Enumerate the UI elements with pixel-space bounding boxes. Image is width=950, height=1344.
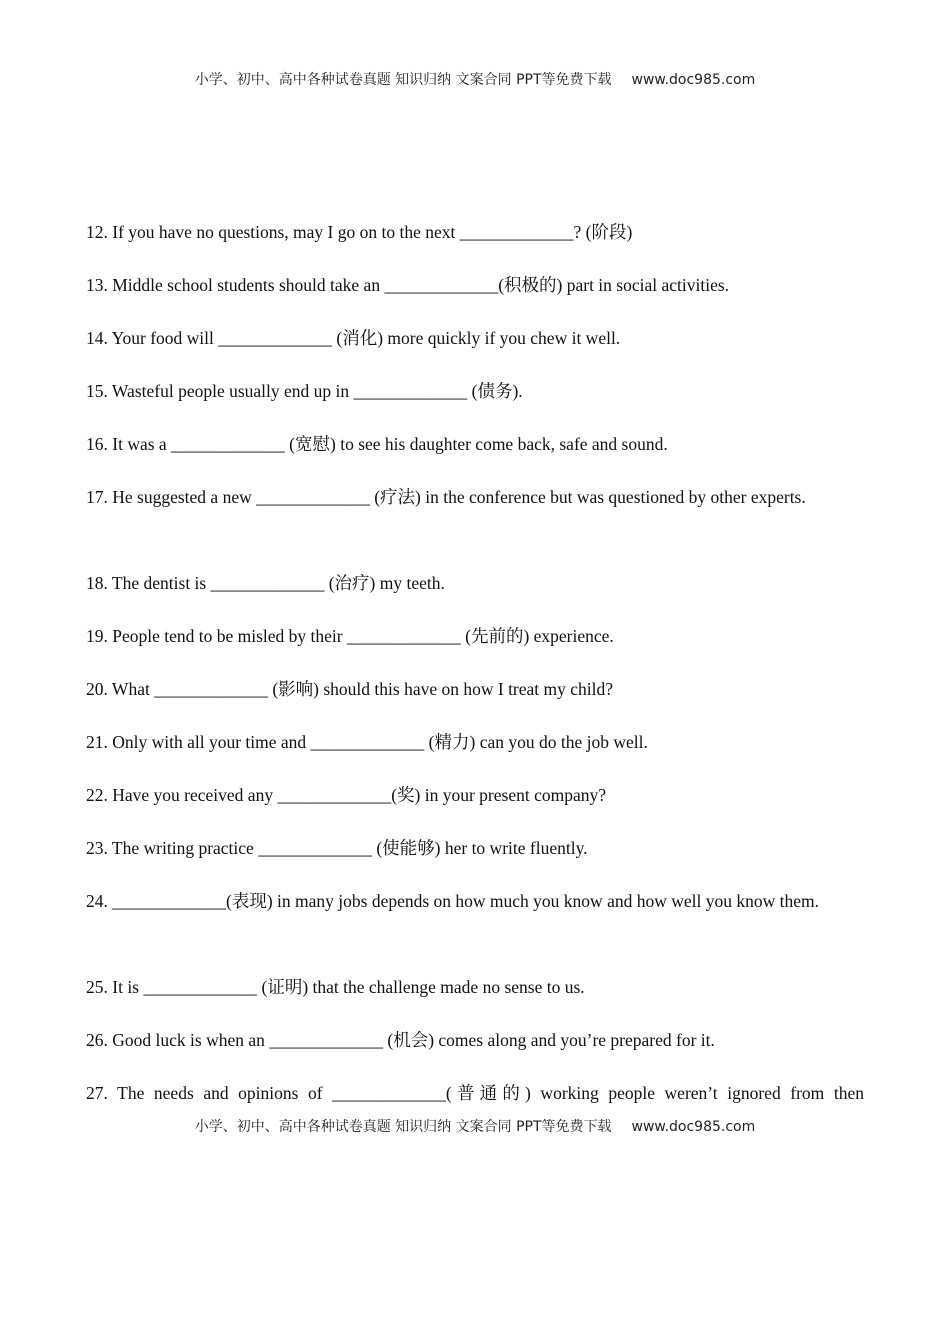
question-23: 23. The writing practice _____________ (使能够) her to write fluently. xyxy=(86,838,588,858)
footer-banner xyxy=(0,1116,950,1136)
question-26: 26. Good luck is when an _____________ (机会) comes along and you’re prepared for it. xyxy=(86,1030,715,1050)
question-16: 16. It was a _____________ (宽慰) to see his daughter come back, safe and sound. xyxy=(86,434,668,454)
question-24: 24. _____________(表现) in many jobs depends on how much you know and how well you know them. xyxy=(86,891,819,911)
question-15: 15. Wasteful people usually end up in _____________ (债务). xyxy=(86,381,523,401)
question-13: 13. Middle school students should take an _____________(积极的) part in social activities. xyxy=(86,275,730,295)
question-19: 19. People tend to be misled by their _____________ (先前的) experience. xyxy=(86,626,614,646)
question-21: 21. Only with all your time and _____________ (精力) can you do the job well. xyxy=(86,732,648,752)
question-22: 22. Have you received any _____________(奖) in your present company? xyxy=(86,785,606,805)
header-site-link[interactable]: www.doc985.com xyxy=(631,72,756,88)
question-20: 20. What _____________ (影响) should this have on how I treat my child? xyxy=(86,679,614,699)
footer-banner-text: 小学、初中、高中各种试卷真题 知识归纳 文案合同 PPT等免费下载 xyxy=(194,1119,612,1135)
question-12: 12. If you have no questions, may I go on to the next _____________? (阶段) xyxy=(86,222,633,242)
question-14: 14. Your food will _____________ (消化) more quickly if you chew it well. xyxy=(86,328,621,348)
question-list xyxy=(86,218,864,1109)
header-banner-text: 小学、初中、高中各种试卷真题 知识归纳 文案合同 PPT等免费下载 xyxy=(194,72,612,88)
question-17: 17. He suggested a new _____________ (疗法) in the conference but was questioned by other experts. xyxy=(86,487,806,507)
footer-site-link[interactable]: www.doc985.com xyxy=(631,1119,756,1135)
question-27: 27. The needs and opinions of _____________(普通的) working people weren’t ignored from then xyxy=(86,1083,864,1103)
question-25: 25. It is _____________ (证明) that the challenge made no sense to us. xyxy=(86,977,585,997)
header-banner xyxy=(0,69,950,89)
question-18: 18. The dentist is _____________ (治疗) my teeth. xyxy=(86,573,445,593)
